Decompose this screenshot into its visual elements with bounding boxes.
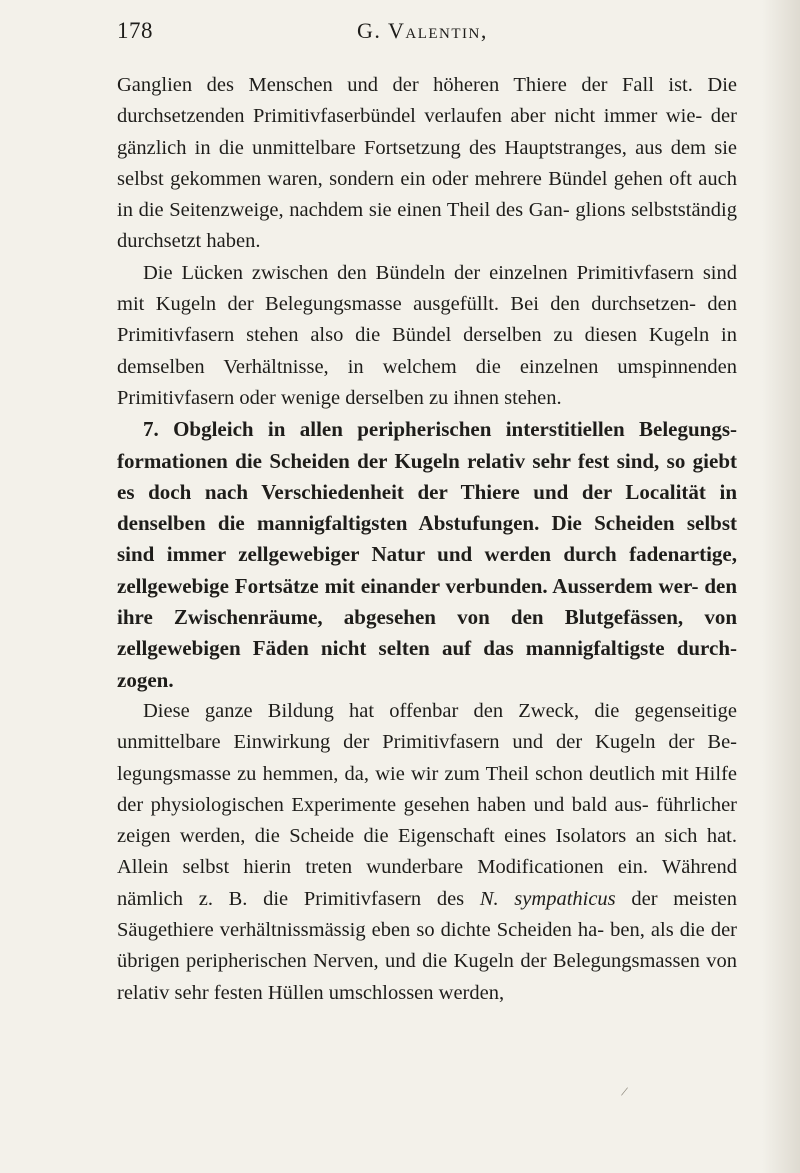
stray-mark: / <box>619 1084 629 1101</box>
running-head: G. Valentin, <box>357 18 488 43</box>
page-edge-shadow <box>762 0 800 1173</box>
page-number: 178 <box>117 18 153 43</box>
paragraph-1: Ganglien des Menschen und der höheren Thiere der Fall ist. Die durchsetzenden Primitivfaserbündel verlaufen aber nicht immer wie- der gänzlich in die unmittelbare Fortsetzung des Hauptstranges, aus dem sie selbst gekommen waren, sondern ein oder mehrere Bündel gehen oft auch in die Seitenzweige, nachdem sie einen Theil des Gan- glions selbstständig durchsetzt haben. <box>117 74 737 253</box>
paragraph-4-text-before: Diese ganze Bildung hat offenbar den Zweck, die gegenseitige unmittelbare Einwirkung der Primitivfasern und der Kugeln der Be- legungsmasse zu hemmen, da, wie wir zum Theil schon deutlich mit Hilfe der physiologischen Experimente gesehen haben und bald aus- führlicher zeigen werden, die Scheide die Eigenschaft eines Isolators an sich hat. Allein selbst hierin treten wunderbare Modificationen ein. Während nämlich z. B. die Primitivfasern des <box>117 699 737 910</box>
paragraph-4-italic-term: N. sympathicus <box>479 887 616 910</box>
paragraph-3-section-7: 7. Obgleich in allen peripherischen interstitiellen Belegungs- formationen die Scheiden der Kugeln relativ sehr fest sind, so giebt es doch nach Verschiedenheit der Thiere und der Localität in denselben die mannigfaltigsten Abstufungen. Die Scheiden selbst sind immer zellgewebiger Natur und werden durch fadenartige, zellgewebige Fortsätze mit einander verbunden. Ausserdem wer- den ihre Zwischenräume, abgesehen von den Blutgefässen, von zellgewebigen Fäden nicht selten auf das mannigfaltigste durch- zogen. <box>117 417 737 692</box>
body-text <box>117 70 737 1009</box>
page-header <box>117 18 737 52</box>
paragraph-2: Die Lücken zwischen den Bündeln der einzelnen Primitivfasern sind mit Kugeln der Belegungsmasse ausgefüllt. Bei den durchsetzen- den Primitivfasern stehen also die Bündel derselben zu diesen Kugeln in demselben Verhältnisse, in welchem die einzelnen umspinnenden Primitivfasern oder wenige derselben zu ihnen stehen. <box>117 261 737 409</box>
paragraph-4-text-after: der meisten Säugethiere verhältnissmässig eben so dichte Scheiden ha- ben, als die der übrigen peripherischen Nerven, und die Kugeln der Belegungsmassen von relativ sehr festen Hüllen umschlossen werden, <box>117 887 737 1004</box>
paragraph-4 <box>117 696 737 1009</box>
